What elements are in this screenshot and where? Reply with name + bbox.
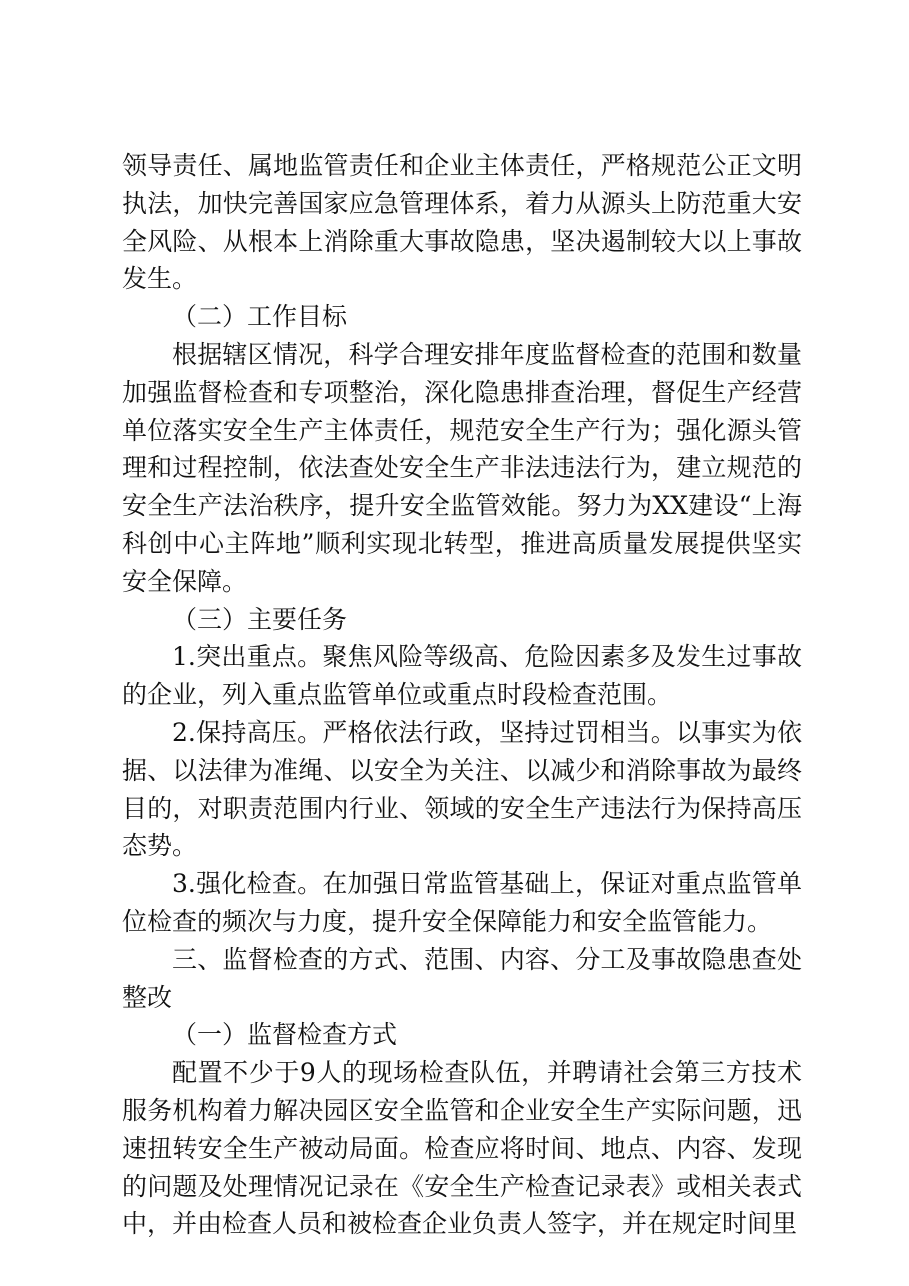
- text-line: 的问题及处理情况记录在《安全生产检查记录表》或相关表式: [122, 1171, 802, 1201]
- text-line: （三）主要任务: [172, 604, 348, 634]
- text-line: 的企业，列入重点监管单位或重点时段检查范围。: [122, 680, 673, 710]
- text-line: 理和过程控制，依法查处安全生产非法违法行为，建立规范的: [122, 453, 802, 483]
- body-paragraph: [122, 147, 802, 298]
- text-line: 全风险、从根本上消除重大事故隐患，坚决遏制较大以上事故: [122, 226, 802, 256]
- section-subheading: [122, 1016, 802, 1054]
- text-line: 2.保持高压。严格依法行政，坚持过罚相当。以事实为依: [172, 717, 802, 747]
- text-line: 根据辖区情况，科学合理安排年度监督检查的范围和数量: [172, 339, 802, 369]
- section-subheading: [122, 601, 802, 639]
- text-line: （一）监督检查方式: [172, 1020, 398, 1050]
- text-line: 加强监督检查和专项整治，深化隐患排查治理，督促生产经营: [122, 377, 802, 407]
- body-paragraph: [122, 336, 802, 601]
- document-body: [122, 147, 802, 1243]
- body-paragraph: [122, 638, 802, 714]
- body-paragraph: [122, 714, 802, 865]
- text-line: 三、监督检查的方式、范围、内容、分工及事故隐患查处: [172, 944, 802, 974]
- text-line: 领导责任、属地监管责任和企业主体责任，严格规范公正文明: [122, 151, 802, 180]
- text-line: 3.强化检查。在加强日常监管基础上，保证对重点监管单: [172, 869, 802, 899]
- text-line: 安全保障。: [122, 566, 248, 596]
- text-line: 发生。: [122, 264, 198, 294]
- text-line: （二）工作目标: [172, 302, 348, 332]
- body-paragraph: [122, 1054, 802, 1243]
- text-line: 执法，加快完善国家应急管理体系，着力从源头上防范重大安: [122, 188, 802, 218]
- text-line: 整改: [122, 982, 173, 1012]
- text-line: 态势。: [122, 831, 198, 861]
- text-line: 位检查的频次与力度，提升安全保障能力和安全监管能力。: [122, 906, 773, 936]
- text-line: 目的，对职责范围内行业、领域的安全生产违法行为保持高压: [122, 793, 802, 823]
- text-line: 科创中心主阵地”顺利实现北转型，推进高质量发展提供坚实: [122, 528, 802, 558]
- body-paragraph: [122, 865, 802, 941]
- body-paragraph: [122, 941, 802, 1017]
- text-line: 据、以法律为准绳、以安全为关注、以减少和消除事故为最终: [122, 755, 802, 785]
- text-line: 速扭转安全生产被动局面。检查应将时间、地点、内容、发现: [122, 1133, 802, 1163]
- section-subheading: [122, 298, 802, 336]
- text-line: 中，并由检查人员和被检查企业负责人签字，并在规定时间里: [122, 1209, 798, 1239]
- text-line: 配置不少于9人的现场检查队伍，并聘请社会第三方技术: [172, 1058, 802, 1088]
- text-line: 服务机构着力解决园区安全监管和企业安全生产实际问题，迅: [122, 1095, 802, 1125]
- text-line: 1.突出重点。聚焦风险等级高、危险因素多及发生过事故: [172, 642, 802, 672]
- text-line: 安全生产法治秩序，提升安全监管效能。努力为XX建设“上海: [122, 491, 802, 521]
- text-line: 单位落实安全生产主体责任，规范安全生产行为；强化源头管: [122, 415, 802, 445]
